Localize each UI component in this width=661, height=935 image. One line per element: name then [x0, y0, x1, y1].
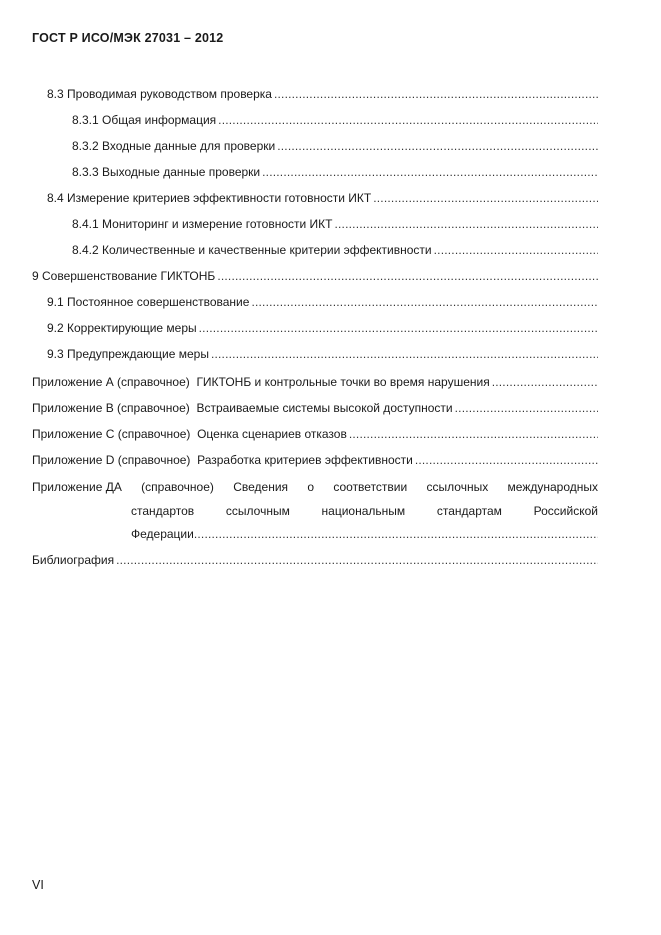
appendix-da-word: ссылочных: [426, 480, 489, 494]
toc-entry-label: Приложение А (справочное) ГИКТОНБ и контрольные точки во время нарушения: [32, 375, 490, 389]
toc-dot-leader: [373, 190, 598, 206]
appendix-da-word: стандартам: [436, 503, 502, 518]
toc-dot-leader: [262, 164, 598, 180]
toc-dot-leader: [217, 268, 598, 284]
toc-entry-9-1[interactable]: [47, 294, 598, 310]
toc-entry-appendix-c[interactable]: [32, 426, 598, 442]
toc-dot-leader: [434, 242, 598, 258]
toc-entry-appendix-d[interactable]: [32, 452, 598, 468]
appendix-da-word: международных: [507, 480, 598, 494]
toc-entry-appendix-a[interactable]: [32, 374, 598, 390]
toc-entry-label: 8.4.2 Количественные и качественные критерии эффективности: [72, 243, 432, 257]
appendix-da-word: Приложение ДА: [32, 480, 122, 494]
toc-entry-8-3-3[interactable]: [72, 164, 598, 180]
page-number: VI: [32, 878, 44, 892]
toc-entry-8-4-2[interactable]: [72, 242, 598, 258]
toc-entry-label: 8.3.3 Выходные данные проверки: [72, 165, 261, 179]
toc-entry-8-3-2[interactable]: [72, 138, 598, 154]
toc-entry-9-2[interactable]: [47, 320, 598, 336]
appendix-da-word: (справочное): [141, 480, 214, 494]
appendix-da-word: соответствии: [333, 480, 408, 494]
toc-entry-label: 8.3 Проводимая руководством проверка: [47, 87, 272, 101]
toc-entry-label: 8.4.1 Мониторинг и измерение готовности ИКТ: [72, 217, 333, 231]
appendix-da-word: национальным: [321, 503, 406, 518]
toc-entry-bibliography[interactable]: [32, 552, 598, 568]
toc-dot-leader: [349, 426, 598, 442]
toc-entry-appendix-b[interactable]: [32, 400, 598, 416]
appendix-da-word: Российской: [533, 503, 598, 518]
toc-entry-label: Приложение D (справочное) Разработка критериев эффективности: [32, 453, 413, 467]
document-header: ГОСТ Р ИСО/МЭК 27031 – 2012: [32, 31, 224, 45]
toc-entry-label: 8.3.1 Общая информация: [72, 113, 217, 127]
appendix-da-line-1: [32, 476, 598, 500]
toc-dot-leader: [492, 374, 598, 390]
toc-dot-leader: [334, 216, 598, 232]
toc-dot-leader: [211, 346, 598, 362]
toc-entry-label: 9.1 Постоянное совершенствование: [47, 295, 250, 309]
appendix-da-word: стандартов: [131, 503, 195, 518]
toc-dot-leader: [194, 523, 598, 547]
appendix-da-word: ссылочным: [225, 503, 290, 518]
appendix-da-word: Федерации: [131, 527, 194, 541]
toc-entry-label: 8.3.2 Входные данные для проверки: [72, 139, 276, 153]
appendix-da-line-3: [131, 523, 598, 547]
toc-entry-label: Библиография: [32, 553, 115, 567]
toc-entry-8-3-1[interactable]: [72, 112, 598, 128]
toc-dot-leader: [274, 86, 598, 102]
toc-entry-8-3[interactable]: [47, 86, 598, 102]
appendix-da-word: о: [307, 480, 315, 494]
appendix-da-line-2: [131, 500, 598, 524]
toc-dot-leader: [199, 320, 598, 336]
toc-dot-leader: [116, 552, 598, 568]
toc-dot-leader: [415, 452, 598, 468]
toc-entry-label: Приложение С (справочное) Оценка сценариев отказов: [32, 427, 347, 441]
toc-entry-label: 9 Совершенствование ГИКТОНБ: [32, 269, 216, 283]
toc-dot-leader: [277, 138, 598, 154]
toc-dot-leader: [251, 294, 598, 310]
toc-entry-label: 9.2 Корректирующие меры: [47, 321, 197, 335]
toc-entry-8-4[interactable]: [47, 190, 598, 206]
toc-dot-leader: [455, 400, 598, 416]
appendix-da-word: Сведения: [233, 480, 289, 494]
toc-entry-label: 9.3 Предупреждающие меры: [47, 347, 209, 361]
toc-entry-8-4-1[interactable]: [72, 216, 598, 232]
toc-entry-label: 8.4 Измерение критериев эффективности готовности ИКТ: [47, 191, 372, 205]
toc-entry-9[interactable]: [32, 268, 598, 284]
toc-entry-label: Приложение В (справочное) Встраиваемые системы высокой доступности: [32, 401, 453, 415]
toc-entry-appendix-da[interactable]: [32, 476, 598, 547]
toc-dot-leader: [218, 112, 598, 128]
toc-entry-9-3[interactable]: [47, 346, 598, 362]
